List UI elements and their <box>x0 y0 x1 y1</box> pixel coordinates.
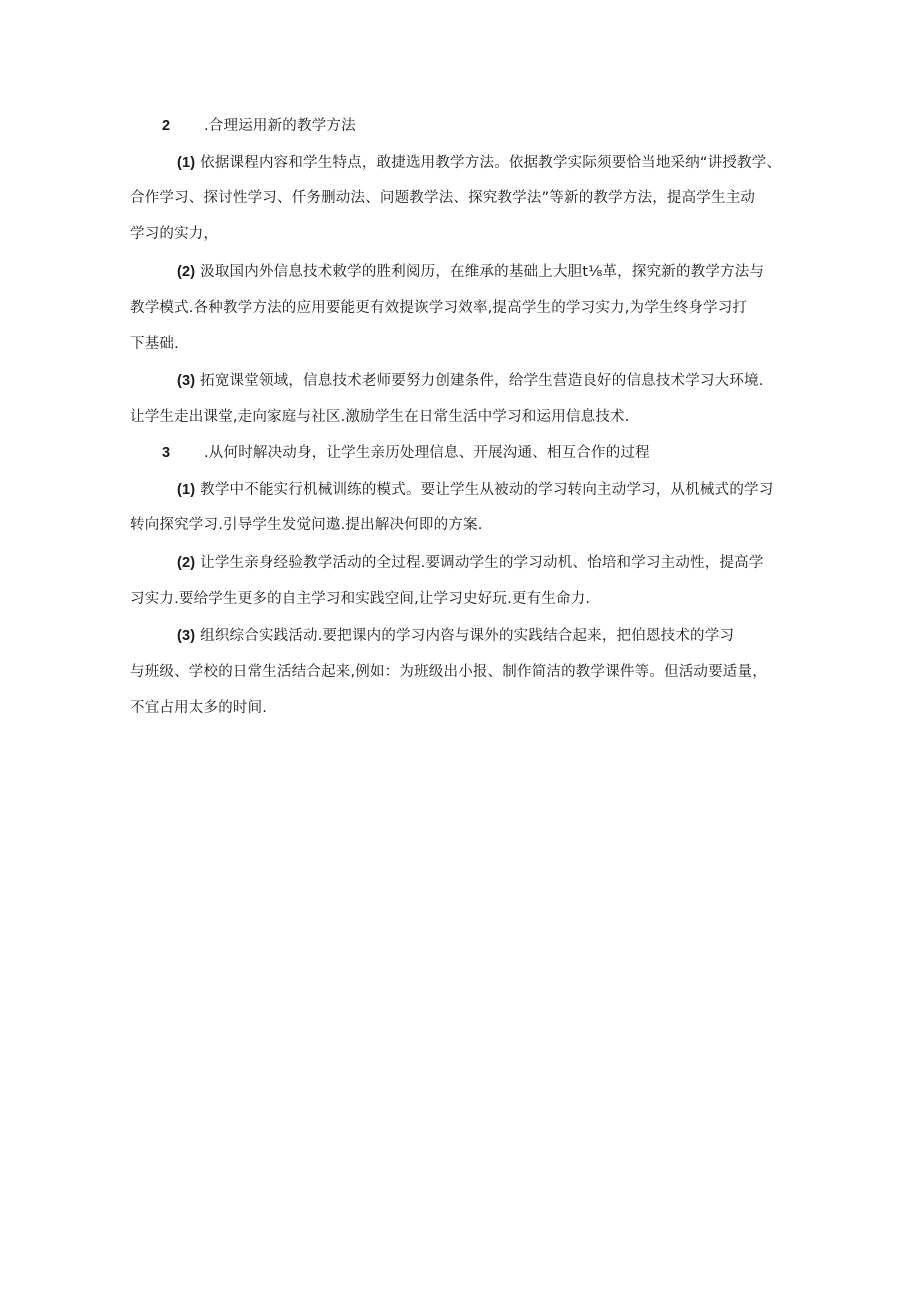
paragraph-text: 教学中不能实行机械训练的模式。要让学生从被动的学习转向主动学习，从机械式的学习 <box>200 482 774 498</box>
item-label: (2) <box>177 264 196 280</box>
paragraph-text: 不宜占用太多的时间. <box>130 700 268 716</box>
paragraph-text: 依据课程内容和学生特点，敢捷选用教学方法。依据教学实际须要恰当地采纳“讲授教学、 <box>200 155 782 171</box>
section-heading <box>162 443 650 463</box>
paragraph-line <box>130 334 179 354</box>
paragraph-line <box>177 626 734 646</box>
section-heading <box>162 116 356 136</box>
paragraph-text: 与班级、学校的日常生活结合起来,例如：为班级出小报、制作简洁的教学课件等。但活动要适量， <box>130 664 767 680</box>
section-number: 3 <box>162 445 171 461</box>
paragraph-text: 让学生亲身经验教学活动的全过程.要调动学生的学习动机、怡培和学习主动性，提高学 <box>200 555 764 571</box>
paragraph-text: 合作学习、探讨性学习、仟务删动法、问题教学法、探究教学法”等新的教学方法，提高学生主动 <box>130 190 756 206</box>
paragraph-line <box>130 589 590 609</box>
item-label: (1) <box>177 155 196 171</box>
item-label: (1) <box>177 482 196 498</box>
paragraph-line <box>130 698 267 718</box>
paragraph-text: 让学生走出课堂,走向家庭与社区.激励学生在日常生活中学习和运用信息技术. <box>130 409 630 425</box>
section-number: 2 <box>162 118 171 134</box>
paragraph-line <box>177 153 781 173</box>
paragraph-text: 教学模式.各种教学方法的应用要能更有效提诙学习效率,提高学生的学习实力,为学生终身学习打 <box>130 300 748 316</box>
paragraph-text: 学习的实力， <box>130 226 219 242</box>
item-label: (3) <box>177 628 196 644</box>
paragraph-line <box>130 515 483 535</box>
paragraph-line <box>177 262 764 282</box>
paragraph-line <box>130 188 755 208</box>
paragraph-text: 汲取国内外信息技术敕学的胜利阅历，在维承的基础上大胆t⅛革，探究新的教学方法与 <box>200 264 765 280</box>
paragraph-text: 拓宽课堂领域，信息技术老师要努力创建条件，给学生营造良好的信息技术学习大环境. <box>200 373 764 389</box>
section-title: .从何时解决动身，让学生亲历处理信息、开展沟通、相互合作的过程 <box>204 445 650 461</box>
paragraph-line <box>177 480 773 500</box>
paragraph-line <box>130 298 747 318</box>
paragraph-text: 组织综合实践活动.要把课内的学习内咨与课外的实践结合起来，把伯恩技术的学习 <box>200 628 735 644</box>
paragraph-text: 下基础. <box>130 336 179 352</box>
paragraph-text: 转向探究学习.引导学生发觉问遨.提出解决何即的方案. <box>130 517 483 533</box>
paragraph-text: 习实力.要给学生更多的自主学习和实践空间,让学习史好玩.更有生命力. <box>130 591 591 607</box>
paragraph-line <box>130 224 218 244</box>
section-title: .合理运用新的教学方法 <box>204 118 356 134</box>
paragraph-line <box>177 371 764 391</box>
item-label: (2) <box>177 555 196 571</box>
paragraph-line <box>130 662 767 682</box>
paragraph-line <box>177 553 764 573</box>
item-label: (3) <box>177 373 196 389</box>
paragraph-line <box>130 407 630 427</box>
